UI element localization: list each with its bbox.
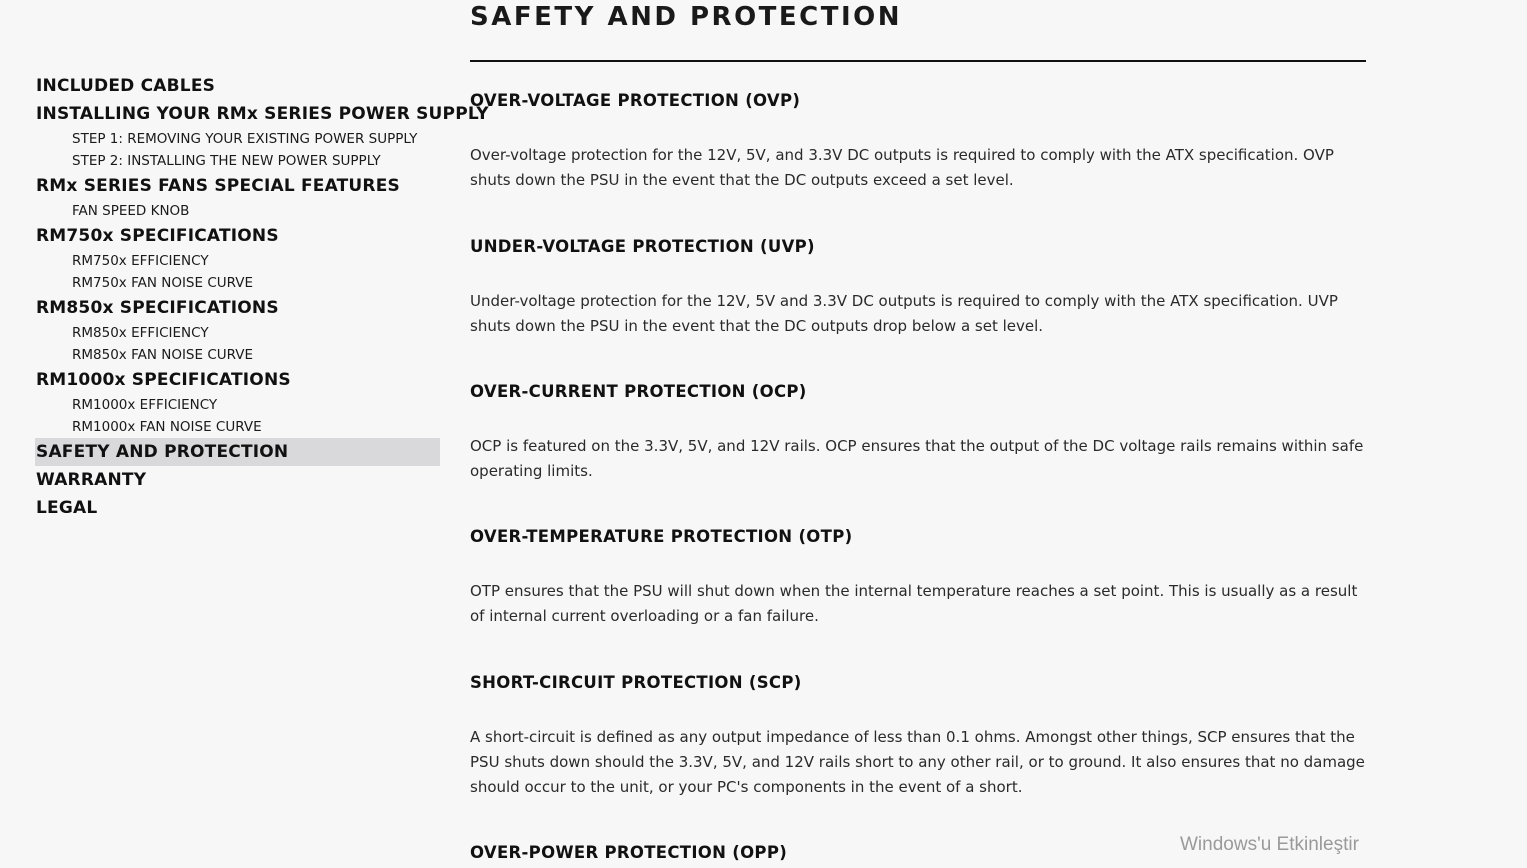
sidebar-subitem-rm1000x-fan-noise-curve[interactable]: RM1000x FAN NOISE CURVE bbox=[72, 419, 262, 435]
section-ocp bbox=[470, 381, 1366, 484]
sidebar-subitem-rm1000x-efficiency[interactable]: RM1000x EFFICIENCY bbox=[72, 397, 218, 413]
section-body: OTP ensures that the PSU will shut down when the internal temperature reaches a set point. This is usually as a result of internal current overloading or a fan failure. bbox=[470, 582, 1358, 625]
sidebar-item-rm850x-specifications[interactable]: RM850x SPECIFICATIONS bbox=[36, 298, 279, 318]
sidebar-subitem-rm750x-efficiency[interactable]: RM750x EFFICIENCY bbox=[72, 253, 209, 269]
section-otp bbox=[470, 526, 1366, 629]
sidebar-item-safety-and-protection[interactable]: SAFETY AND PROTECTION bbox=[35, 438, 440, 466]
sidebar-subitem-rm850x-efficiency[interactable]: RM850x EFFICIENCY bbox=[72, 325, 209, 341]
section-body: OCP is featured on the 3.3V, 5V, and 12V rails. OCP ensures that the output of the DC voltage rails remains within safe operating limits. bbox=[470, 437, 1364, 480]
section-heading: OVER-CURRENT PROTECTION (OCP) bbox=[470, 382, 807, 401]
section-body: A short-circuit is defined as any output impedance of less than 0.1 ohms. Amongst other things, SCP ensures that the PSU shuts down should the 3.3V, 5V, and 12V rails short to any other rail, or to ground. It also ensures that no damage should occur to the unit, or your PC's components in the event of a short. bbox=[470, 728, 1365, 796]
sidebar-item-installing-psu[interactable]: INSTALLING YOUR RMx SERIES POWER SUPPLY bbox=[36, 104, 489, 124]
sidebar-item-rm1000x-specifications[interactable]: RM1000x SPECIFICATIONS bbox=[36, 370, 291, 390]
sidebar-subitem-rm750x-fan-noise-curve[interactable]: RM750x FAN NOISE CURVE bbox=[72, 275, 254, 291]
section-heading: OVER-TEMPERATURE PROTECTION (OTP) bbox=[470, 527, 853, 546]
sidebar-item-included-cables[interactable]: INCLUDED CABLES bbox=[36, 76, 216, 96]
sidebar-subitem-step-2[interactable]: STEP 2: INSTALLING THE NEW POWER SUPPLY bbox=[72, 153, 381, 169]
sidebar-nav bbox=[35, 72, 489, 522]
sidebar-subitem-step-1[interactable]: STEP 1: REMOVING YOUR EXISTING POWER SUPPLY bbox=[72, 131, 418, 147]
section-heading: SHORT-CIRCUIT PROTECTION (SCP) bbox=[470, 673, 802, 692]
page-title: SAFETY AND PROTECTION bbox=[470, 2, 903, 32]
section-ovp bbox=[470, 90, 1366, 193]
sidebar-item-warranty[interactable]: WARRANTY bbox=[36, 470, 147, 490]
sidebar-item-legal[interactable]: LEGAL bbox=[36, 498, 98, 518]
section-heading: UNDER-VOLTAGE PROTECTION (UVP) bbox=[470, 237, 815, 256]
section-heading: OVER-VOLTAGE PROTECTION (OVP) bbox=[470, 91, 801, 110]
sidebar-subitem-fan-speed-knob[interactable]: FAN SPEED KNOB bbox=[72, 203, 190, 219]
sidebar-item-rm750x-specifications[interactable]: RM750x SPECIFICATIONS bbox=[36, 226, 279, 246]
sidebar-subitem-rm850x-fan-noise-curve[interactable]: RM850x FAN NOISE CURVE bbox=[72, 347, 254, 363]
section-scp bbox=[470, 672, 1366, 800]
section-body: Under-voltage protection for the 12V, 5V and 3.3V DC outputs is required to comply with the ATX specification. UVP shuts down the PSU in the event that the DC outputs drop below a set level. bbox=[470, 292, 1338, 335]
title-divider bbox=[470, 60, 1366, 62]
sidebar-item-fans-special-features[interactable]: RMx SERIES FANS SPECIAL FEATURES bbox=[36, 176, 400, 196]
section-heading: OVER-POWER PROTECTION (OPP) bbox=[470, 843, 788, 862]
windows-activation-watermark: Windows'u Etkinleştir bbox=[1180, 834, 1359, 855]
section-uvp bbox=[470, 236, 1366, 339]
section-body: Over-voltage protection for the 12V, 5V, and 3.3V DC outputs is required to comply with the ATX specification. OVP shuts down the PSU in the event that the DC outputs exceed a set level. bbox=[470, 146, 1334, 189]
